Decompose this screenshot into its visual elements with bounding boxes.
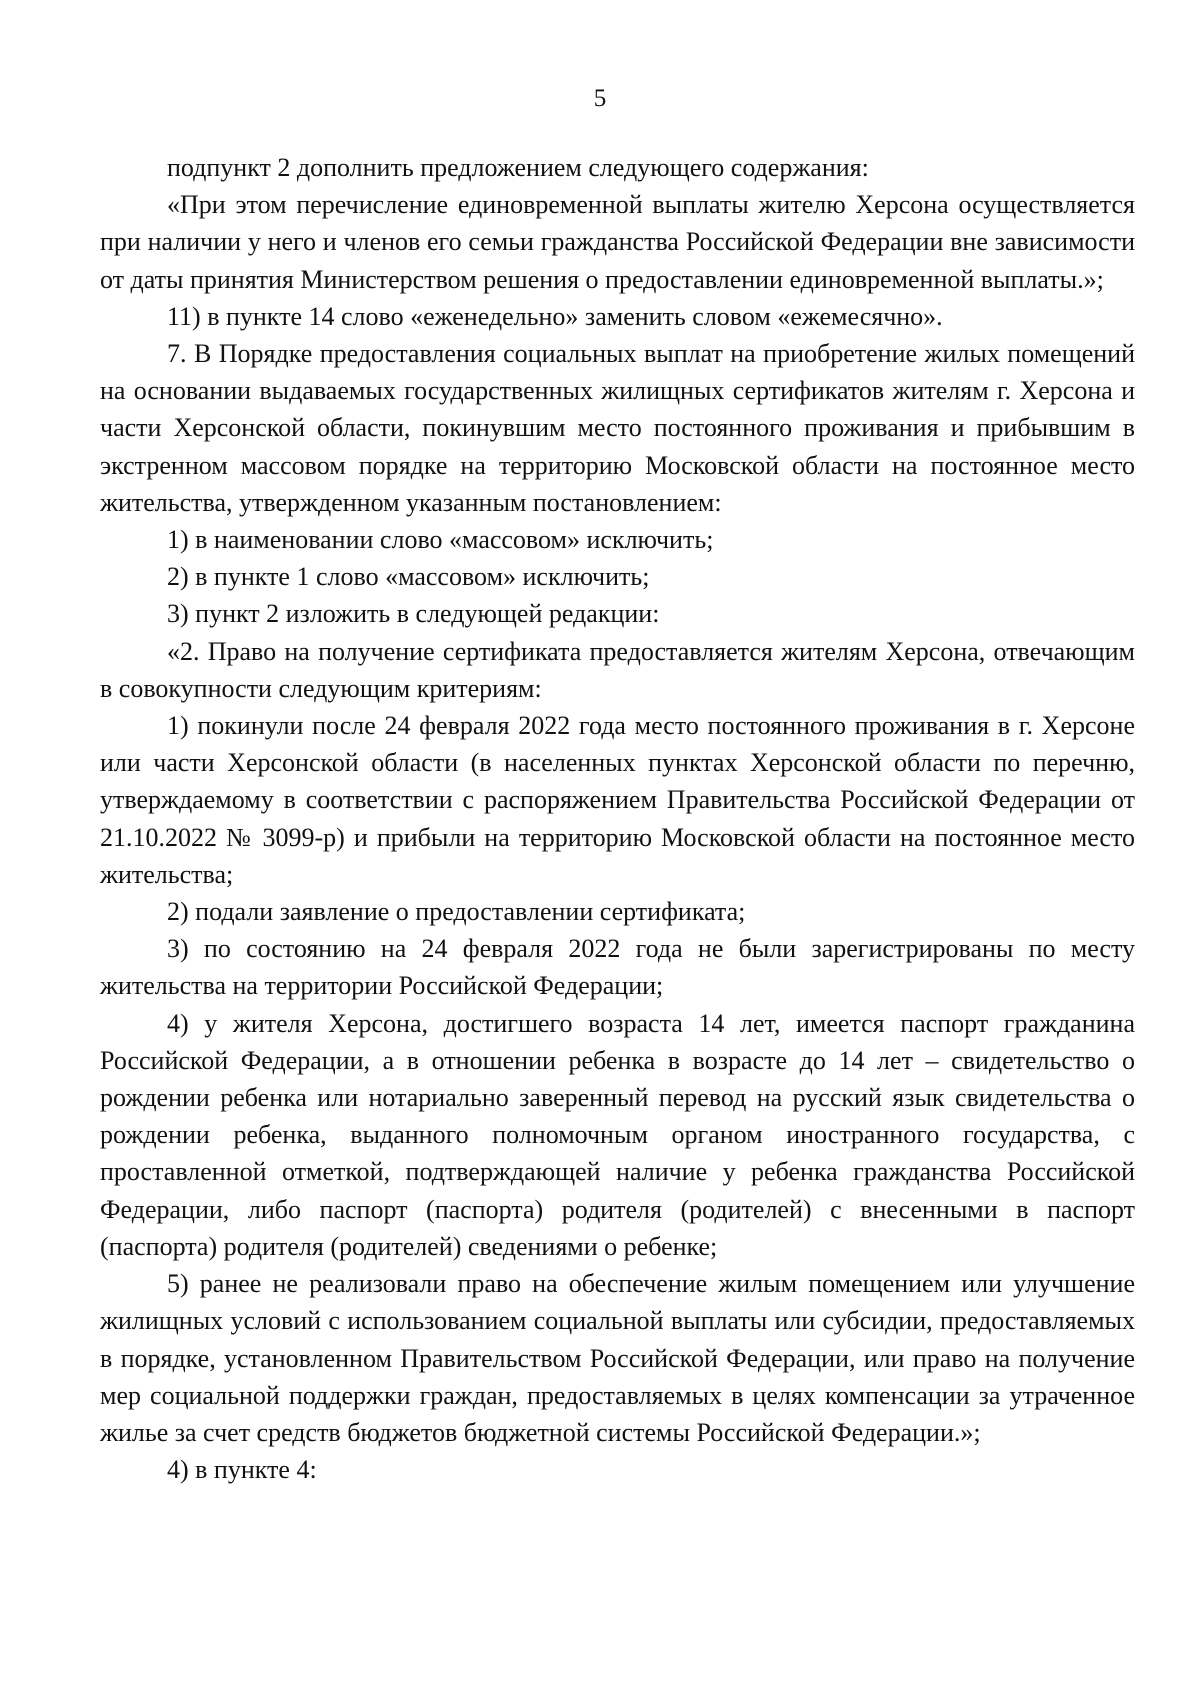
paragraph-item-2-point-1: 2) в пункте 1 слово «массовом» исключить; bbox=[167, 562, 650, 592]
paragraph-subpoint-2-addition: подпункт 2 дополнить предложением следующего содержания: bbox=[167, 153, 869, 182]
paragraph-item-11: 11) в пункте 14 слово «еженедельно» заменить словом «ежемесячно». bbox=[167, 301, 943, 331]
paragraph-section-7: 7. В Порядке предоставления социальных выплат на приобретение жилых помещений на основании выдаваемых государственных жилищных сертификатов жителям г. Херсона и части Херсонской области, покинувшим место постоянного проживания и прибывшим в экстренном массовом порядке на территорию Московской области на постоянное место жительства, утвержденном указанным постановлением: bbox=[100, 339, 1135, 517]
page-number: 5 bbox=[593, 85, 607, 112]
paragraph-criterion-5: 5) ранее не реализовали право на обеспечение жилым помещением или улучшение жилищных условий с использованием социальной выплаты или субсидии, предоставляемых в порядке, установленном Правительством Российской Федерации, или право на получение мер социальной поддержки граждан, предоставляемых в целях компенсации за утраченное жилье за счет средств бюджетов бюджетной системы Российской Федерации.»; bbox=[100, 1269, 1135, 1447]
paragraph-item-1-title: 1) в наименовании слово «массовом» исключить; bbox=[167, 525, 714, 555]
paragraph-quoted-point-2: «2. Право на получение сертификата предоставляется жителям Херсона, отвечающим в совокупности следующим критериям: bbox=[100, 636, 1135, 703]
paragraph-criterion-4: 4) у жителя Херсона, достигшего возраста 14 лет, имеется паспорт гражданина Российской Федерации, а в отношении ребенка в возрасте до 14 лет – свидетельство о рождении ребенка или нотариально заверенный перевод на русский язык свидетельства о рождении ребенка, выданного полномочным органом иностранного государства, с проставленной отметкой, подтверждающей наличие у ребенка гражданства Российской Федерации, либо паспорт (паспорта) родителя (родителей) с внесенными в паспорт (паспорта) родителя (родителей) сведениями о ребенке; bbox=[100, 1008, 1135, 1261]
paragraph-item-4-point-4: 4) в пункте 4: bbox=[167, 1455, 317, 1485]
paragraph-quoted-sentence: «При этом перечисление единовременной выплаты жителю Херсона осуществляется при наличии у него и членов его семьи гражданства Российской Федерации вне зависимости от даты принятия Министерством решения о предоставлении единовременной выплаты.»; bbox=[100, 190, 1135, 294]
paragraph-item-3-point-2: 3) пункт 2 изложить в следующей редакции: bbox=[167, 599, 660, 629]
document-body bbox=[100, 149, 1135, 1488]
paragraph-criterion-2: 2) подали заявление о предоставлении сертификата; bbox=[167, 897, 746, 927]
paragraph-criterion-1: 1) покинули после 24 февраля 2022 года место постоянного проживания в г. Херсоне или части Херсонской области (в населенных пунктах Херсонской области по перечню, утверждаемому в соответствии с распоряжением Правительства Российской Федерации от 21.10.2022 № 3099-р) и прибыли на территорию Московской области на постоянное место жительства; bbox=[100, 711, 1135, 889]
paragraph-criterion-3: 3) по состоянию на 24 февраля 2022 года не были зарегистрированы по месту жительства на территории Российской Федерации; bbox=[100, 934, 1135, 1001]
